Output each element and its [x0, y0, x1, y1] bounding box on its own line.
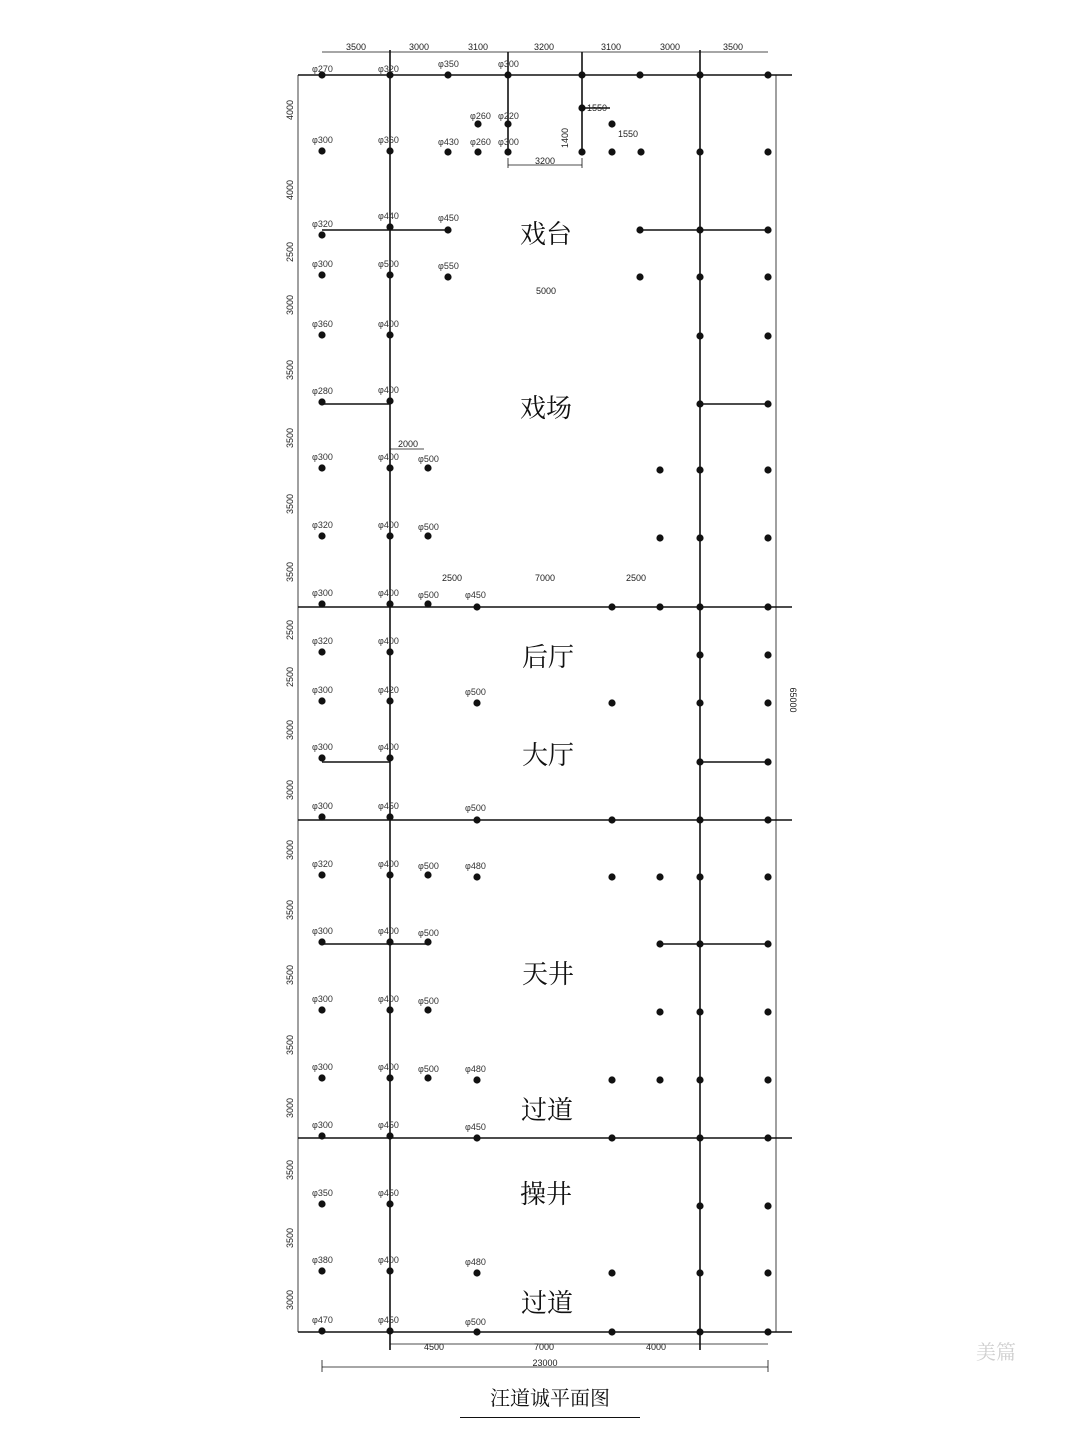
- left-dimension-label: 3500: [285, 561, 295, 583]
- inner-dim-3200: 3200: [534, 156, 556, 166]
- column-b-marker: [386, 464, 393, 471]
- stage-column-size-label: φ430: [438, 137, 459, 147]
- left-dimension-label: 3000: [285, 1097, 295, 1119]
- column-a-size-label: φ300: [312, 801, 333, 811]
- column-marker: [696, 1202, 703, 1209]
- column-b-marker: [386, 697, 393, 704]
- stage-column-size-label: φ260: [470, 137, 491, 147]
- column-c-size-label: φ500: [418, 861, 439, 871]
- column-a-size-label: φ320: [312, 636, 333, 646]
- column-a-marker: [318, 1200, 325, 1207]
- bottom-dimension-label: 7000: [533, 1342, 555, 1352]
- column-c-marker: [424, 1074, 431, 1081]
- column-d-size-label: φ480: [465, 1257, 486, 1267]
- column-b-size-label: φ450: [378, 1315, 399, 1325]
- column-marker: [696, 273, 703, 280]
- column-marker: [696, 873, 703, 880]
- column-d-size-label: φ450: [465, 590, 486, 600]
- dimension-lines: [298, 52, 776, 1372]
- right-total-label: 65000: [788, 687, 798, 713]
- column-marker: [764, 226, 771, 233]
- column-b-size-label: φ400: [378, 994, 399, 1004]
- column-a-size-label: φ470: [312, 1315, 333, 1325]
- left-dimension-label: 3000: [285, 1289, 295, 1311]
- column-b-size-label: φ450: [378, 801, 399, 811]
- column-marker: [764, 873, 771, 880]
- column-a-size-label: φ280: [312, 386, 333, 396]
- room-label-theater: 戏场: [519, 394, 573, 424]
- column-c-marker: [424, 532, 431, 539]
- column-b-marker: [386, 754, 393, 761]
- left-dimension-label: 2500: [285, 241, 295, 263]
- column-a-marker: [318, 813, 325, 820]
- left-dimension-label: 3500: [285, 964, 295, 986]
- column-a-size-label: φ350: [312, 1188, 333, 1198]
- left-dimension-label: 4000: [285, 179, 295, 201]
- column-a-marker: [318, 1267, 325, 1274]
- column-marker: [656, 873, 663, 880]
- column-marker: [578, 71, 585, 78]
- left-dimensions: [285, 100, 295, 1310]
- top-dimension-label: 3200: [533, 42, 555, 52]
- column-a-size-label: φ300: [312, 452, 333, 462]
- column-a-marker: [318, 1327, 325, 1334]
- left-dimension-label: 3500: [285, 1227, 295, 1249]
- column-c-marker: [424, 464, 431, 471]
- column-a-marker: [318, 938, 325, 945]
- stage-column-marker: [444, 273, 451, 280]
- column-marker: [696, 1008, 703, 1015]
- column-d-marker: [473, 1269, 480, 1276]
- column-a-size-label: φ300: [312, 926, 333, 936]
- column-marker: [764, 816, 771, 823]
- stage-column-size-label: φ300: [498, 59, 519, 69]
- room-label-corridor-2: 过道: [520, 1289, 574, 1319]
- column-marker: [764, 1076, 771, 1083]
- room-label-main-hall: 大厅: [521, 741, 575, 771]
- column-b-marker: [386, 1267, 393, 1274]
- left-dimension-label: 3500: [285, 427, 295, 449]
- column-d-marker: [473, 1076, 480, 1083]
- column-marker: [696, 400, 703, 407]
- stage-column-marker: [444, 148, 451, 155]
- column-marker: [696, 148, 703, 155]
- bottom-dimension-label: 4000: [645, 1342, 667, 1352]
- column-b-marker: [386, 871, 393, 878]
- column-d-marker: [473, 699, 480, 706]
- column-b-size-label: φ500: [378, 259, 399, 269]
- column-marker: [764, 400, 771, 407]
- column-marker: [764, 603, 771, 610]
- column-d-size-label: φ480: [465, 1064, 486, 1074]
- column-b-size-label: φ450: [378, 1188, 399, 1198]
- column-marker: [608, 1134, 615, 1141]
- column-a-marker: [318, 147, 325, 154]
- column-d-size-label: φ500: [465, 1317, 486, 1327]
- column-b-marker: [386, 397, 393, 404]
- column-b-marker: [386, 813, 393, 820]
- column-marker: [696, 332, 703, 339]
- column-a-marker: [318, 271, 325, 278]
- column-marker: [696, 71, 703, 78]
- column-marker: [696, 816, 703, 823]
- column-a-marker: [318, 532, 325, 539]
- column-b-marker: [386, 1327, 393, 1334]
- column-d-size-label: φ480: [465, 861, 486, 871]
- left-dimension-label: 3500: [285, 1034, 295, 1056]
- column-a-marker: [318, 1006, 325, 1013]
- stage-column-marker: [444, 71, 451, 78]
- column-a-size-label: φ320: [312, 520, 333, 530]
- left-dimension-label: 3500: [285, 899, 295, 921]
- column-a-marker: [318, 754, 325, 761]
- left-dimension-label: 3000: [285, 294, 295, 316]
- column-d-marker: [473, 1328, 480, 1335]
- column-c-size-label: φ500: [418, 996, 439, 1006]
- column-a-size-label: φ300: [312, 685, 333, 695]
- column-a-size-label: φ300: [312, 742, 333, 752]
- stage-column-marker: [504, 120, 511, 127]
- stage-column-size-label: φ260: [470, 111, 491, 121]
- column-a-size-label: φ300: [312, 994, 333, 1004]
- column-marker: [636, 273, 643, 280]
- column-b-marker: [386, 938, 393, 945]
- drawing-title: 汪道诚平面图: [460, 1382, 640, 1418]
- column-b-marker: [386, 1132, 393, 1139]
- column-marker: [764, 1202, 771, 1209]
- column-marker: [608, 1328, 615, 1335]
- column-marker: [608, 148, 615, 155]
- column-marker: [608, 120, 615, 127]
- column-marker: [696, 699, 703, 706]
- column-marker: [656, 534, 663, 541]
- stage-column-size-label: φ220: [498, 111, 519, 121]
- column-c-marker: [424, 600, 431, 607]
- room-label-stage: 戏台: [519, 220, 573, 250]
- stage-column-marker: [504, 148, 511, 155]
- column-a-size-label: φ320: [312, 859, 333, 869]
- column-b-size-label: φ400: [378, 742, 399, 752]
- column-d-marker: [473, 1134, 480, 1141]
- column-marker: [696, 534, 703, 541]
- column-b-size-label: φ400: [378, 859, 399, 869]
- left-dimension-label: 3500: [285, 1159, 295, 1181]
- column-marker: [696, 1076, 703, 1083]
- stage-column-marker: [504, 71, 511, 78]
- column-c-size-label: φ500: [418, 522, 439, 532]
- column-marker: [764, 1269, 771, 1276]
- left-dimension-label: 4000: [285, 99, 295, 121]
- column-b-marker: [386, 648, 393, 655]
- top-dimension-label: 3100: [467, 42, 489, 52]
- inner-dim-1550a: 1550: [586, 103, 608, 113]
- room-label-well: 操井: [519, 1180, 573, 1210]
- inner-dim-1550b: 1550: [617, 129, 639, 139]
- left-dimension-label: 2500: [285, 666, 295, 688]
- left-dimension-label: 2500: [285, 619, 295, 641]
- column-marker: [764, 332, 771, 339]
- column-b-marker: [386, 1074, 393, 1081]
- column-a-size-label: φ300: [312, 588, 333, 598]
- left-dimension-label: 3000: [285, 779, 295, 801]
- column-a-size-label: φ300: [312, 1062, 333, 1072]
- column-a-marker: [318, 464, 325, 471]
- column-a-size-label: φ320: [312, 219, 333, 229]
- column-marker: [608, 873, 615, 880]
- column-marker: [608, 1076, 615, 1083]
- inner-dim-7000: 7000: [534, 573, 556, 583]
- column-a-size-label: φ300: [312, 135, 333, 145]
- column-marker: [764, 273, 771, 280]
- left-dimension-label: 3500: [285, 359, 295, 381]
- column-c-marker: [424, 871, 431, 878]
- column-b-marker: [386, 271, 393, 278]
- column-b-size-label: φ420: [378, 685, 399, 695]
- column-marker: [764, 758, 771, 765]
- column-marker: [764, 940, 771, 947]
- top-dimension-label: 3500: [722, 42, 744, 52]
- stage-column-marker: [474, 148, 481, 155]
- column-d-size-label: φ500: [465, 687, 486, 697]
- column-marker: [764, 1008, 771, 1015]
- column-d-marker: [473, 603, 480, 610]
- column-b-marker: [386, 1006, 393, 1013]
- column-b-size-label: φ400: [378, 926, 399, 936]
- column-b-size-label: φ400: [378, 385, 399, 395]
- column-b-size-label: φ440: [378, 211, 399, 221]
- column-a-marker: [318, 648, 325, 655]
- column-b-size-label: φ360: [378, 135, 399, 145]
- column-b-size-label: φ400: [378, 452, 399, 462]
- column-size-labels: [312, 59, 519, 1327]
- column-b-marker: [386, 223, 393, 230]
- column-c-size-label: φ500: [418, 454, 439, 464]
- column-marker: [656, 1008, 663, 1015]
- column-a-marker: [318, 1074, 325, 1081]
- column-b-size-label: φ400: [378, 636, 399, 646]
- inner-dim-2500a: 2500: [441, 573, 463, 583]
- column-b-size-label: φ400: [378, 1062, 399, 1072]
- column-marker: [636, 71, 643, 78]
- column-marker: [696, 1134, 703, 1141]
- column-a-marker: [318, 331, 325, 338]
- column-c-marker: [424, 938, 431, 945]
- column-d-size-label: φ500: [465, 803, 486, 813]
- column-marker: [696, 940, 703, 947]
- stage-column-marker: [474, 120, 481, 127]
- column-marker: [608, 816, 615, 823]
- column-marker: [696, 758, 703, 765]
- column-a-size-label: φ300: [312, 1120, 333, 1130]
- column-c-marker: [424, 1006, 431, 1013]
- stage-column-size-label: φ450: [438, 213, 459, 223]
- total-width-label: 23000: [532, 1358, 558, 1368]
- left-dimension-label: 3000: [285, 719, 295, 741]
- left-dimension-label: 3500: [285, 493, 295, 515]
- column-marker: [637, 148, 644, 155]
- column-d-size-label: φ450: [465, 1122, 486, 1132]
- stage-column-marker: [444, 226, 451, 233]
- column-b-marker: [386, 331, 393, 338]
- column-marker: [764, 71, 771, 78]
- column-a-marker: [318, 600, 325, 607]
- column-a-marker: [318, 871, 325, 878]
- column-marker: [764, 1134, 771, 1141]
- inner-dim-2000: 2000: [397, 439, 419, 449]
- column-marker: [696, 1269, 703, 1276]
- column-b-marker: [386, 600, 393, 607]
- column-b-marker: [386, 532, 393, 539]
- top-dimensions: [346, 42, 743, 52]
- column-c-size-label: φ500: [418, 1064, 439, 1074]
- column-b-size-label: φ400: [378, 520, 399, 530]
- stage-column-size-label: φ350: [438, 59, 459, 69]
- column-marker: [578, 148, 585, 155]
- column-marker: [656, 940, 663, 947]
- column-a-size-label: φ380: [312, 1255, 333, 1265]
- watermark: 美篇: [976, 1340, 1016, 1364]
- top-dimension-label: 3000: [659, 42, 681, 52]
- column-a-marker: [318, 398, 325, 405]
- bottom-dimensions: [424, 1342, 666, 1352]
- column-b-marker: [386, 147, 393, 154]
- column-c-size-label: φ500: [418, 928, 439, 938]
- column-marker: [608, 1269, 615, 1276]
- room-label-courtyard: 天井: [521, 960, 575, 990]
- column-d-marker: [473, 816, 480, 823]
- stage-width-label: 5000: [535, 286, 557, 296]
- column-marker: [578, 104, 585, 111]
- column-a-size-label: φ270: [312, 64, 333, 74]
- column-marker: [764, 534, 771, 541]
- column-b-size-label: φ400: [378, 588, 399, 598]
- column-marker: [764, 1328, 771, 1335]
- column-marker: [764, 148, 771, 155]
- column-marker: [696, 1328, 703, 1335]
- column-b-size-label: φ320: [378, 64, 399, 74]
- room-label-corridor-1: 过道: [520, 1096, 574, 1126]
- column-marker: [696, 466, 703, 473]
- column-marker: [764, 466, 771, 473]
- column-marker: [696, 226, 703, 233]
- left-dimension-label: 3000: [285, 839, 295, 861]
- column-a-size-label: φ360: [312, 319, 333, 329]
- column-marker: [764, 699, 771, 706]
- top-dimension-label: 3100: [600, 42, 622, 52]
- column-a-size-label: φ300: [312, 259, 333, 269]
- column-b-size-label: φ450: [378, 1120, 399, 1130]
- room-label-rear-hall: 后厅: [521, 643, 575, 673]
- inner-dim-1400: 1400: [560, 127, 570, 149]
- column-marker: [608, 699, 615, 706]
- column-marker: [656, 1076, 663, 1083]
- column-c-size-label: φ500: [418, 590, 439, 600]
- column-b-marker: [386, 1200, 393, 1207]
- column-b-size-label: φ400: [378, 1255, 399, 1265]
- column-marker: [696, 651, 703, 658]
- column-b-size-label: φ400: [378, 319, 399, 329]
- column-a-marker: [318, 1132, 325, 1139]
- inner-dim-2500b: 2500: [625, 573, 647, 583]
- stage-column-size-label: φ300: [498, 137, 519, 147]
- column-d-marker: [473, 873, 480, 880]
- column-marker: [656, 603, 663, 610]
- column-marker: [764, 651, 771, 658]
- column-marker: [608, 603, 615, 610]
- column-a-marker: [318, 231, 325, 238]
- bottom-dimension-label: 4500: [423, 1342, 445, 1352]
- stage-column-size-label: φ550: [438, 261, 459, 271]
- column-marker: [636, 226, 643, 233]
- column-marker: [696, 603, 703, 610]
- column-marker: [656, 466, 663, 473]
- top-dimension-label: 3500: [345, 42, 367, 52]
- column-a-marker: [318, 697, 325, 704]
- top-dimension-label: 3000: [408, 42, 430, 52]
